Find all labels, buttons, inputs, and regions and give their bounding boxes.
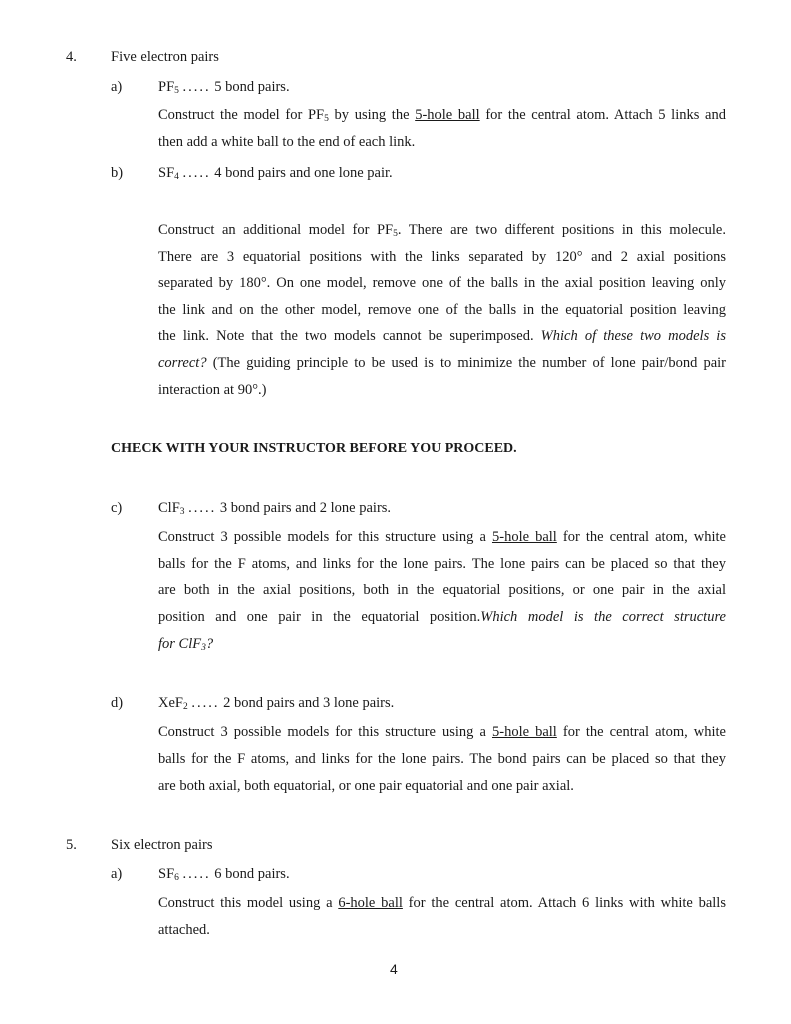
- paragraph-line: are both in the axial positions, both in the equatorial positions, or one pair in the axial: [158, 582, 726, 598]
- paragraph-line: [158, 530, 726, 545]
- subscript: 5: [324, 114, 329, 124]
- text: for the central atom. Attach 6 links with white balls: [402, 895, 726, 911]
- text: by using the: [328, 107, 416, 123]
- formula-description: 5 bond pairs.: [214, 79, 290, 95]
- text: . There are two different positions in this molecule.: [397, 222, 726, 238]
- formula-subscript: 4: [174, 172, 179, 182]
- text: position and one pair in the equatorial position.: [158, 609, 481, 625]
- underlined-term: 5-hole ball: [491, 724, 557, 740]
- item-letter: a): [111, 866, 123, 882]
- underlined-term: 6-hole ball: [338, 895, 403, 911]
- formula-subscript: 5: [174, 86, 179, 96]
- page-number: 4: [390, 961, 398, 977]
- italic-question: Which of these two models is: [540, 328, 726, 344]
- section-heading: Five electron pairs: [111, 49, 219, 65]
- paragraph-line: [158, 356, 726, 371]
- paragraph-line: the link and on the other model, remove one of the balls in the equatorial position leaving: [158, 302, 726, 318]
- formula-base: ClF: [158, 500, 180, 516]
- formula-description: 6 bond pairs.: [214, 866, 290, 882]
- text: for the central atom, white: [556, 724, 726, 740]
- text: Construct the model for PF: [158, 107, 325, 123]
- item-formula: [158, 80, 290, 95]
- paragraph-line: separated by 180°. On one model, remove one of the balls in the axial position leaving only: [158, 275, 726, 291]
- item-formula: [158, 867, 290, 882]
- text: Construct this model using a: [158, 895, 339, 911]
- paragraph-line: are both axial, both equatorial, or one pair equatorial and one pair axial.: [158, 778, 574, 794]
- paragraph-line: [158, 896, 726, 911]
- subscript: 3: [201, 643, 206, 653]
- formula-description: 3 bond pairs and 2 lone pairs.: [219, 500, 392, 516]
- item-letter: b): [111, 165, 124, 181]
- formula-description: 4 bond pairs and one lone pair.: [214, 165, 393, 181]
- underlined-term: 5-hole ball: [415, 107, 480, 123]
- formula-base: SF: [158, 165, 175, 181]
- instructor-check-notice: CHECK WITH YOUR INSTRUCTOR BEFORE YOU PROCEED.: [111, 441, 517, 456]
- paragraph-line: [158, 329, 726, 344]
- text: the link. Note that the two models cannot be superimposed.: [158, 328, 541, 344]
- item-formula: [158, 166, 393, 181]
- formula-base: SF: [158, 866, 175, 882]
- italic-question: correct?: [158, 355, 207, 371]
- section-number: 5.: [66, 837, 77, 853]
- item-letter: a): [111, 79, 123, 95]
- text: for the central atom. Attach 5 links and: [479, 107, 726, 123]
- formula-dots: .....: [182, 165, 211, 181]
- formula-dots: .....: [191, 695, 220, 711]
- item-formula: [158, 696, 394, 711]
- item-letter: d): [111, 695, 124, 711]
- paragraph-line: [158, 725, 726, 740]
- paragraph-line: balls for the F atoms, and links for the lone pairs. The bond pairs can be placed so that they: [158, 751, 726, 767]
- item-formula: [158, 501, 391, 516]
- text: for the central atom, white: [556, 529, 726, 545]
- formula-dots: .....: [182, 79, 211, 95]
- item-letter: c): [111, 500, 123, 516]
- formula-subscript: 2: [182, 702, 188, 712]
- paragraph-line: attached.: [158, 922, 210, 938]
- formula-subscript: 6: [174, 873, 179, 883]
- text: Construct 3 possible models for this structure using a: [158, 529, 492, 545]
- italic-question: for ClF: [158, 636, 202, 652]
- formula-base: XeF: [158, 695, 183, 711]
- paragraph-line: interaction at 90°.): [158, 382, 267, 398]
- paragraph-line: [158, 610, 726, 625]
- formula-description: 2 bond pairs and 3 lone pairs.: [223, 695, 395, 711]
- italic-question: ?: [205, 636, 214, 652]
- section-number: 4.: [66, 49, 77, 65]
- paragraph-line: then add a white ball to the end of each link.: [158, 134, 416, 150]
- formula-subscript: 3: [179, 507, 185, 517]
- paragraph-line: [158, 637, 213, 652]
- italic-question: Which model is the correct structure: [480, 609, 726, 625]
- text: Construct an additional model for PF: [158, 222, 394, 238]
- underlined-term: 5-hole ball: [491, 529, 557, 545]
- paragraph-line: [158, 108, 726, 123]
- formula-base: PF: [158, 79, 175, 95]
- formula-dots: .....: [188, 500, 217, 516]
- paragraph-line: There are 3 equatorial positions with the links separated by 120° and 2 axial positions: [158, 249, 726, 265]
- paragraph-line: [158, 223, 726, 238]
- text: Construct 3 possible models for this structure using a: [158, 724, 492, 740]
- subscript: 5: [393, 229, 398, 239]
- formula-dots: .....: [182, 866, 211, 882]
- paragraph-line: balls for the F atoms, and links for the lone pairs. The lone pairs can be placed so that they: [158, 556, 726, 572]
- text: (The guiding principle to be used is to minimize the number of lone pair/bond pair: [206, 355, 726, 371]
- section-heading: Six electron pairs: [111, 837, 213, 853]
